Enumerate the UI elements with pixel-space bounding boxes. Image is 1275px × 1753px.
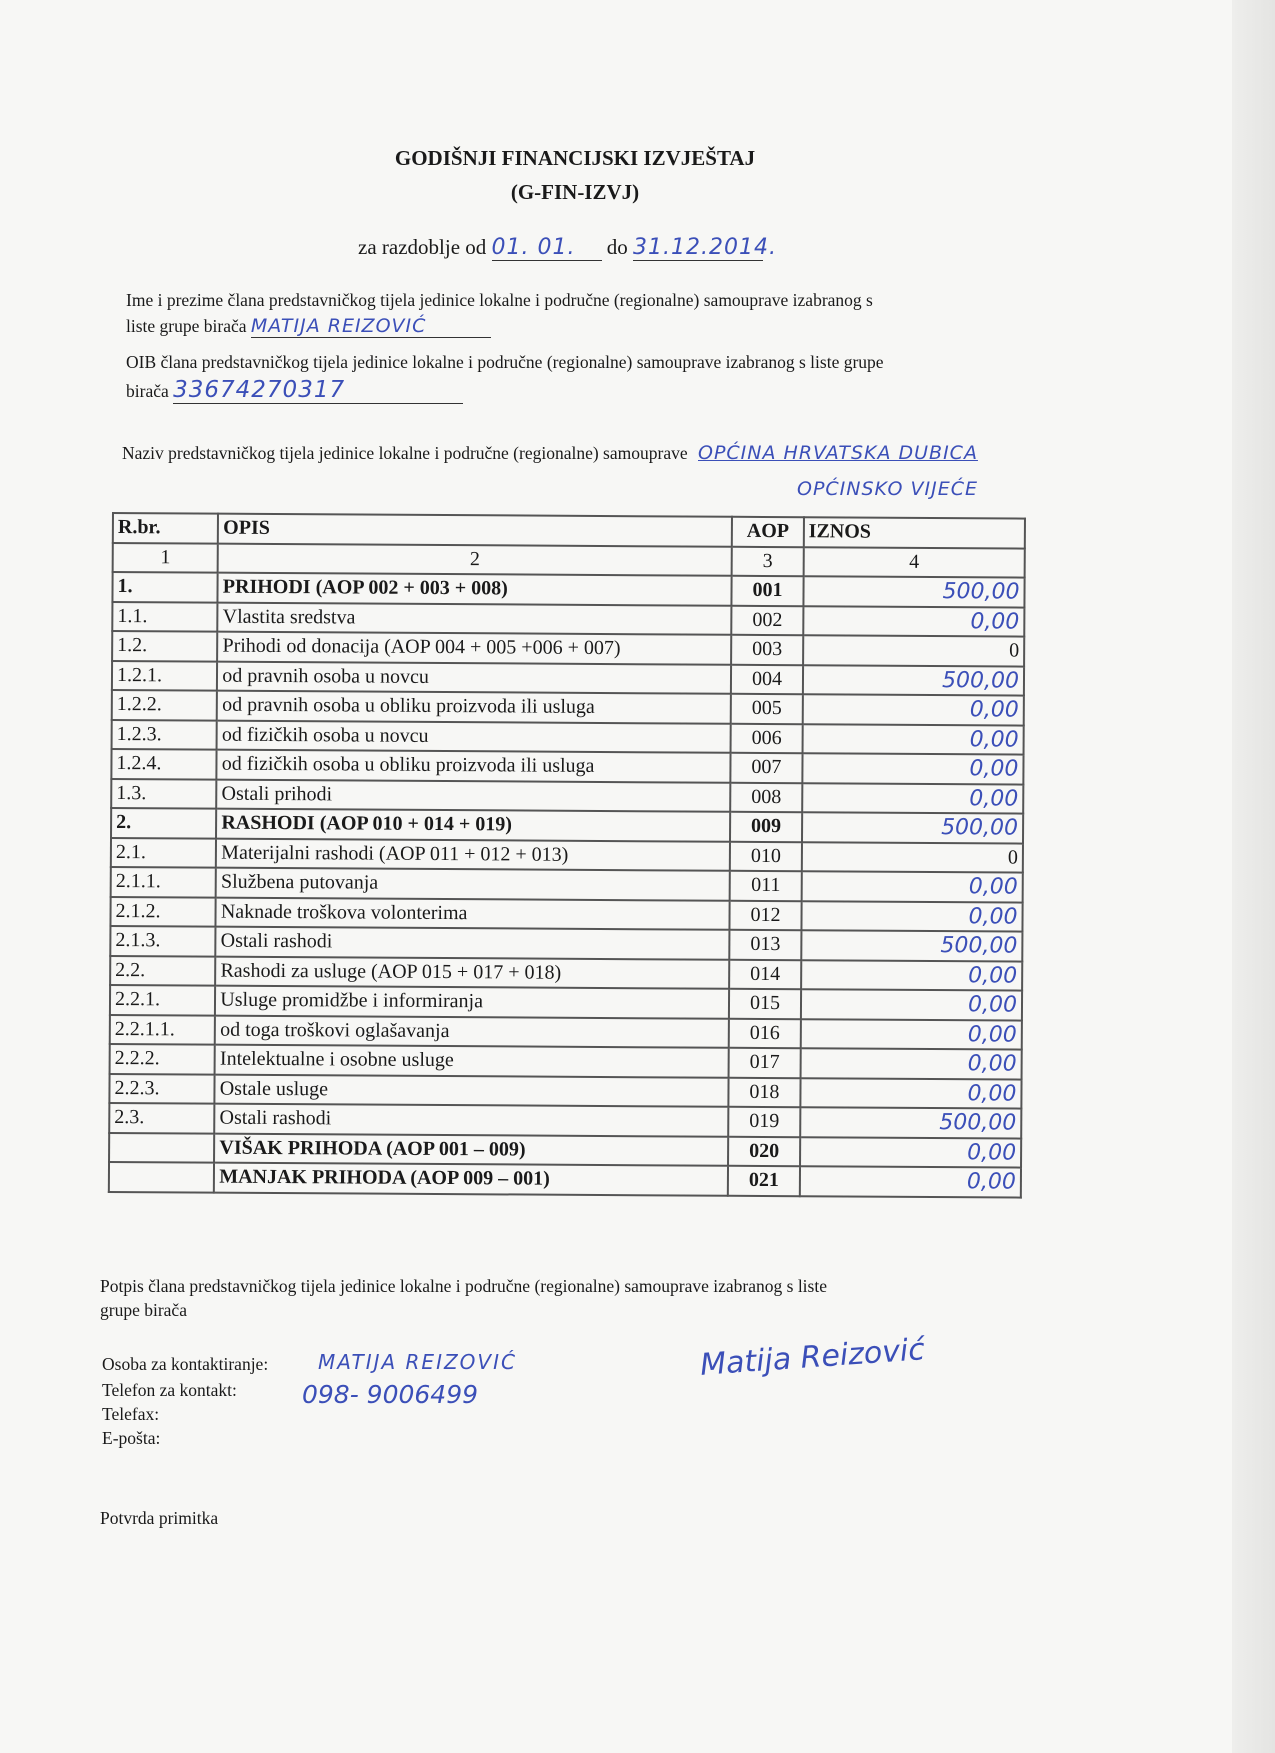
name-label-line1: Ime i prezime člana predstavničkog tijela jedinice lokalne i područne (regionalne) samouprave izabranog s (126, 290, 873, 310)
row-iznos: 0,00 (801, 901, 1022, 932)
body-label-row (122, 442, 978, 464)
row-rbr: 2.2.1.1. (110, 1014, 215, 1044)
row-rbr (109, 1162, 214, 1192)
row-rbr: 1.2.1. (112, 661, 217, 691)
fax-label: Telefax: (102, 1404, 160, 1424)
row-aop: 014 (729, 959, 801, 989)
period-line (358, 235, 777, 261)
row-opis: Ostali prihodi (216, 779, 730, 812)
phone-label: Telefon za kontakt: (102, 1380, 237, 1400)
header-iznos: IZNOS (804, 517, 1025, 548)
row-opis: od fizičkih osoba u novcu (217, 720, 731, 753)
row-iznos: 0,00 (802, 753, 1023, 784)
period-from-field: 01. 01. (492, 235, 602, 261)
row-aop: 008 (730, 782, 802, 812)
oib-field: 33674270317 (173, 377, 463, 404)
col-number-1: 1 (113, 543, 218, 573)
row-opis: RASHODI (AOP 010 + 014 + 019) (216, 809, 730, 842)
period-to-field: 31.12.2014. (633, 235, 777, 260)
name-label-line2-row (126, 315, 491, 338)
row-aop: 018 (729, 1077, 801, 1107)
row-aop: 011 (730, 871, 802, 901)
row-iznos: 0,00 (801, 960, 1022, 991)
row-aop: 017 (729, 1048, 801, 1078)
row-iznos: 0,00 (800, 1137, 1021, 1168)
header-rbr: R.br. (113, 513, 218, 543)
row-aop: 001 (732, 576, 804, 606)
document-subtitle: (G-FIN-IZVJ) (510, 180, 640, 204)
row-rbr: 1.2.3. (112, 720, 217, 750)
row-opis: od pravnih osoba u novcu (217, 661, 731, 694)
header-aop: AOP (732, 517, 804, 547)
contact-value: MATIJA REIZOVIĆ (318, 1350, 517, 1374)
signature-label-line2: grupe birača (100, 1300, 187, 1320)
document-title: GODIŠNJI FINANCIJSKI IZVJEŠTAJ (394, 146, 756, 170)
row-opis: Prihodi od donacija (AOP 004 + 005 +006 + 007) (217, 632, 731, 665)
row-rbr: 2.1.2. (110, 896, 215, 926)
row-aop: 006 (731, 723, 803, 753)
row-iznos: 0,00 (801, 871, 1022, 902)
row-opis: Intelektualne i osobne usluge (215, 1045, 729, 1078)
row-aop: 010 (730, 841, 802, 871)
row-rbr: 2.1.1. (111, 867, 216, 897)
row-iznos: 0,00 (800, 1078, 1021, 1109)
row-iznos: 0,00 (802, 783, 1023, 814)
row-rbr (109, 1132, 214, 1162)
col-number-2: 2 (218, 543, 732, 576)
header-opis: OPIS (218, 514, 732, 547)
row-aop: 015 (729, 989, 801, 1019)
row-aop: 021 (728, 1166, 800, 1196)
row-rbr: 1. (112, 572, 217, 602)
oib-label-line2: birača (126, 381, 169, 401)
row-aop: 007 (731, 753, 803, 783)
period-prefix: za razdoblje od (358, 235, 487, 259)
row-opis: Ostali rashodi (215, 1104, 729, 1137)
row-aop: 003 (731, 635, 803, 665)
row-opis: od toga troškovi oglašavanja (215, 1015, 729, 1048)
handwritten-signature: Matija Reizović (699, 1332, 926, 1383)
row-opis: Ostali rashodi (216, 927, 730, 960)
financial-table (108, 512, 1026, 1198)
row-rbr: 1.2.2. (112, 690, 217, 720)
row-opis: od fizičkih osoba u obliku proizvoda ili usluga (217, 750, 731, 783)
row-iznos: 500,00 (800, 1107, 1021, 1138)
row-iznos: 0 (803, 635, 1024, 666)
row-rbr: 2.2. (110, 955, 215, 985)
row-opis: MANJAK PRIHODA (AOP 009 – 001) (214, 1163, 728, 1196)
signature-label-line1: Potpis člana predstavničkog tijela jedinice lokalne i područne (regionalne) samouprave izabranog s liste (100, 1276, 827, 1296)
row-iznos: 0,00 (801, 989, 1022, 1020)
row-rbr: 2.1. (111, 838, 216, 868)
row-iznos: 500,00 (803, 665, 1024, 696)
row-iznos: 0,00 (800, 1166, 1021, 1197)
col-number-3: 3 (732, 546, 804, 576)
row-rbr: 2.2.1. (110, 985, 215, 1015)
row-iznos: 0 (802, 842, 1023, 873)
row-opis: Materijalni rashodi (AOP 011 + 012 + 013) (216, 838, 730, 871)
row-opis: Rashodi za usluge (AOP 015 + 017 + 018) (215, 956, 729, 989)
oib-label-line1: OIB člana predstavničkog tijela jedinice lokalne i područne (regionalne) samouprave izabranog s liste grupe (126, 352, 884, 372)
body-value-line1: OPĆINA HRVATSKA DUBICA (698, 442, 978, 464)
oib-label-line2-row (126, 377, 463, 404)
contact-label: Osoba za kontaktiranje: (102, 1354, 269, 1374)
row-aop: 004 (731, 664, 803, 694)
row-rbr: 1.2.4. (111, 749, 216, 779)
row-opis: Ostale usluge (215, 1074, 729, 1107)
row-aop: 005 (731, 694, 803, 724)
page-edge (1232, 0, 1275, 1753)
body-label: Naziv predstavničkog tijela jedinice lokalne i područne (regionalne) samouprave (122, 443, 688, 463)
row-rbr: 1.2. (112, 631, 217, 661)
row-rbr: 1.3. (111, 779, 216, 809)
name-label-line2: liste grupe birača (126, 316, 247, 336)
row-opis: od pravnih osoba u obliku proizvoda ili usluga (217, 691, 731, 724)
row-rbr: 2.3. (109, 1103, 214, 1133)
row-iznos: 0,00 (803, 606, 1024, 637)
row-opis: Naknade troškova volonterima (216, 897, 730, 930)
row-rbr: 2.2.2. (110, 1044, 215, 1074)
row-aop: 012 (730, 900, 802, 930)
row-iznos: 0,00 (802, 724, 1023, 755)
row-iznos: 500,00 (803, 576, 1024, 607)
table-row (109, 1162, 1021, 1197)
row-rbr: 1.1. (112, 602, 217, 632)
row-iznos: 500,00 (802, 812, 1023, 843)
row-opis: Službena putovanja (216, 868, 730, 901)
col-number-4: 4 (803, 547, 1024, 578)
row-aop: 002 (731, 605, 803, 635)
phone-value: 098- 9006499 (302, 1380, 479, 1409)
row-iznos: 500,00 (801, 930, 1022, 961)
email-label: E-pošta: (102, 1428, 161, 1448)
row-aop: 020 (728, 1136, 800, 1166)
body-value-line2: OPĆINSKO VIJEĆE (797, 478, 978, 500)
row-iznos: 0,00 (801, 1019, 1022, 1050)
row-opis: Usluge promidžbe i informiranja (215, 986, 729, 1019)
row-rbr: 2.2.3. (109, 1073, 214, 1103)
receipt-label: Potvrda primitka (100, 1508, 219, 1528)
row-aop: 009 (730, 812, 802, 842)
row-rbr: 2.1.3. (110, 926, 215, 956)
row-iznos: 0,00 (803, 694, 1024, 725)
member-name-field: MATIJA REIZOVIĆ (251, 315, 491, 338)
row-aop: 013 (729, 930, 801, 960)
row-aop: 016 (729, 1018, 801, 1048)
row-rbr: 2. (111, 808, 216, 838)
row-opis: PRIHODI (AOP 002 + 003 + 008) (218, 573, 732, 606)
period-mid: do (606, 235, 628, 259)
row-opis: Vlastita sredstva (218, 602, 732, 635)
row-opis: VIŠAK PRIHODA (AOP 001 – 009) (214, 1133, 728, 1166)
row-aop: 019 (728, 1107, 800, 1137)
row-iznos: 0,00 (800, 1048, 1021, 1079)
